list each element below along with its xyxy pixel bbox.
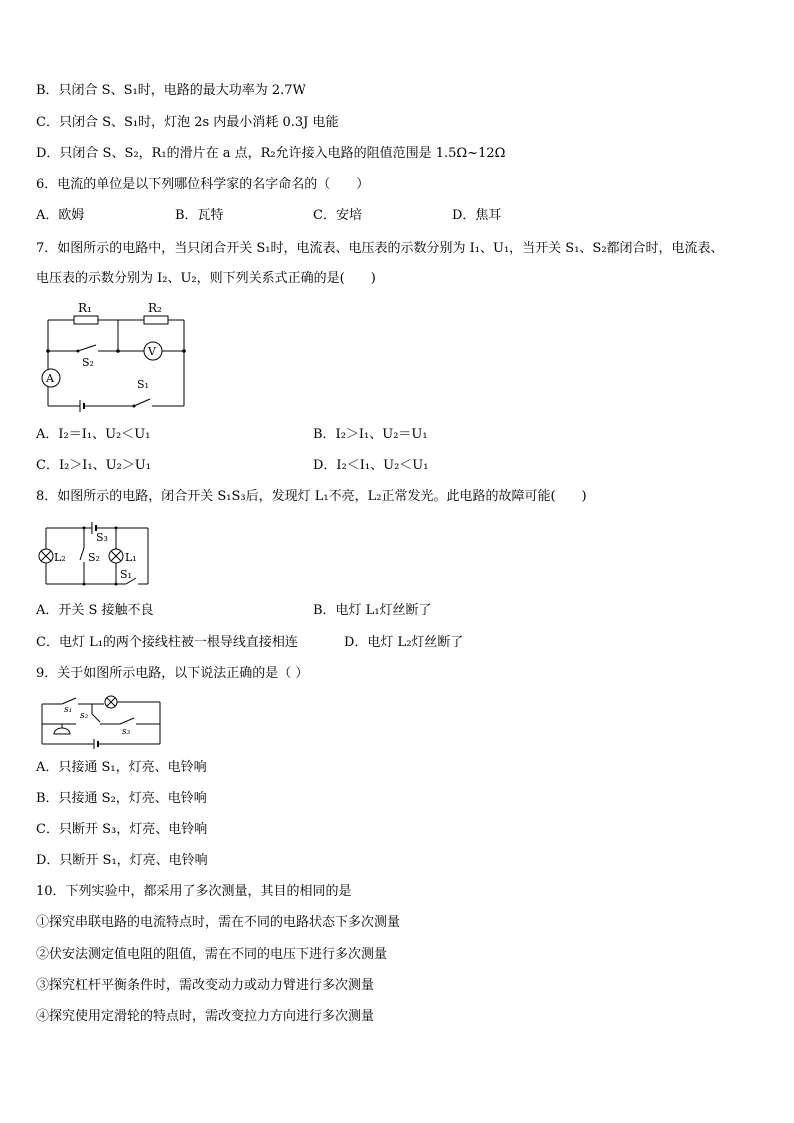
q8-option-d: D．电灯 L₂灯丝断了 xyxy=(344,635,464,650)
q8-stem: 8．如图所示的电路，闭合开关 S₁S₃后，发现灯 L₁不亮，L₂正常发光。此电路的故障可能( ) xyxy=(36,489,587,504)
q5-option-c: C．只闭合 S、S₁时，灯泡 2s 内最小消耗 0.3J 电能 xyxy=(36,115,339,130)
q7-label-s1: S₁ xyxy=(137,378,149,391)
q10-item-1: ①探究串联电路的电流特点时，需在不同的电路状态下多次测量 xyxy=(36,915,401,930)
q10-item-3: ③探究杠杆平衡条件时，需改变动力或动力臂进行多次测量 xyxy=(36,978,375,993)
q9-stem: 9．关于如图所示电路，以下说法正确的是（ ） xyxy=(36,666,309,681)
q9-option-c: C．只断开 S₃，灯亮、电铃响 xyxy=(36,822,208,837)
q7-ammeter-label: A xyxy=(46,372,54,385)
q7-label-s2: S₂ xyxy=(82,356,94,369)
q9-option-b: B．只接通 S₂，灯亮、电铃响 xyxy=(36,791,207,806)
q6-option-a: A．欧姆 xyxy=(36,208,85,223)
q8-label-s2: S₂ xyxy=(88,551,100,564)
q7-option-c: C．I₂＞I₁、U₂＞U₁ xyxy=(36,458,151,473)
q6-option-c: C．安培 xyxy=(313,208,362,223)
q7-stem-line1: 7．如图所示的电路中，当只闭合开关 S₁时，电流表、电压表的示数分别为 I₁、U₁，当开关 S₁、S₂都闭合时，电流表、 xyxy=(36,241,724,256)
q10-item-2: ②伏安法测定值电阻的阻值，需在不同的电压下进行多次测量 xyxy=(36,947,388,962)
q6-option-b: B．瓦特 xyxy=(175,208,224,223)
q8-label-s3: S₃ xyxy=(96,531,108,544)
q7-stem-line2: 电压表的示数分别为 I₂、U₂，则下列关系式正确的是( ) xyxy=(36,271,376,286)
q8-label-s1: S₁ xyxy=(120,568,132,581)
q7-label-r1: R₁ xyxy=(78,301,92,315)
q9-label-s2: s₂ xyxy=(80,711,89,721)
q5-option-b: B．只闭合 S、S₁时，电路的最大功率为 2.7W xyxy=(36,83,306,98)
q8-label-l1: L₁ xyxy=(125,551,137,564)
q8-circuit-diagram xyxy=(36,516,156,590)
q7-option-b: B．I₂＞I₁、U₂＝U₁ xyxy=(313,427,428,442)
q7-label-r2: R₂ xyxy=(148,301,162,315)
q7-circuit-diagram xyxy=(36,296,196,412)
q9-option-d: D．只断开 S₁，灯亮、电铃响 xyxy=(36,853,208,868)
q9-option-a: A．只接通 S₁，灯亮、电铃响 xyxy=(36,760,207,775)
q9-label-s3: s₃ xyxy=(122,727,131,737)
q8-option-c: C．电灯 L₁的两个接线柱被一根导线直接相连 xyxy=(36,635,298,650)
q6-stem: 6．电流的单位是以下列哪位科学家的名字命名的（ ） xyxy=(36,177,370,192)
q10-item-4: ④探究使用定滑轮的特点时，需改变拉力方向进行多次测量 xyxy=(36,1009,375,1024)
q5-option-d: D．只闭合 S、S₂，R₁的滑片在 a 点，R₂允许接入电路的阻值范围是 1.5Ω~12Ω xyxy=(36,146,506,161)
q8-option-a: A．开关 S 接触不良 xyxy=(36,603,154,618)
q6-option-d: D．焦耳 xyxy=(452,208,502,223)
q10-stem: 10．下列实验中，都采用了多次测量，其目的相同的是 xyxy=(36,884,352,899)
q7-voltmeter-label: V xyxy=(148,345,156,358)
q9-circuit-diagram xyxy=(36,692,166,750)
q8-label-l2: L₂ xyxy=(54,551,66,564)
q9-label-s1: s₁ xyxy=(64,705,73,715)
q7-option-d: D．I₂＜I₁、U₂＜U₁ xyxy=(313,458,429,473)
q8-option-b: B．电灯 L₁灯丝断了 xyxy=(313,603,432,618)
q7-option-a: A．I₂＝I₁、U₂＜U₁ xyxy=(36,427,151,442)
